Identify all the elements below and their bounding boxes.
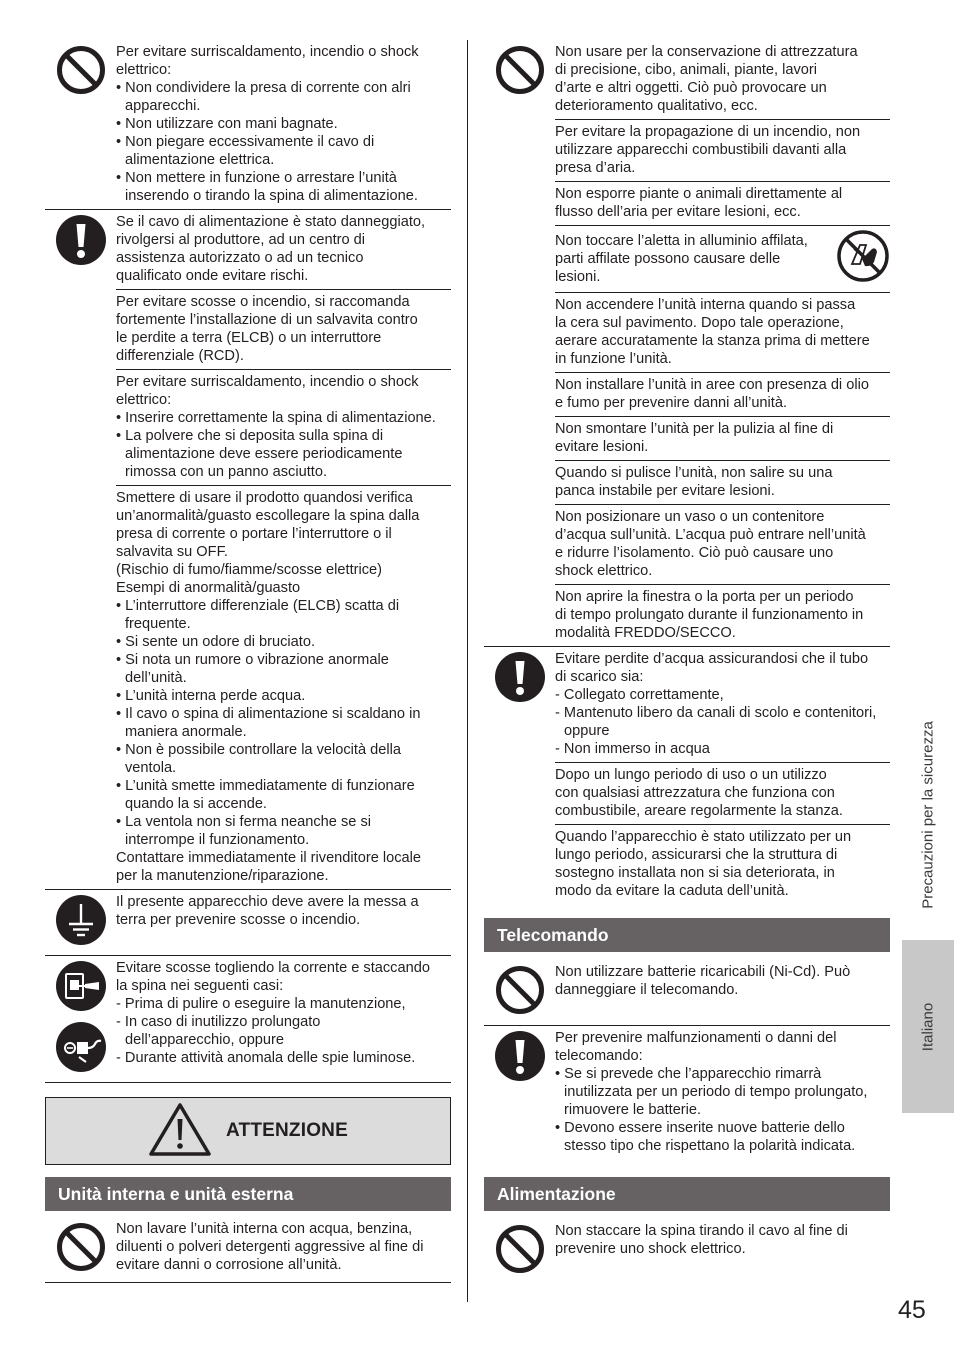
text-line: Non toccare l’aletta in alluminio affilata, [555,232,808,249]
text-line: maniera anormale. [125,724,247,740]
text-line: Non esporre piante o animali direttamente al [555,186,843,202]
text-line: di precisione, cibo, animali, piante, lavori [555,62,818,78]
text-line: in funzione l’unità. [555,351,672,367]
warning-item [555,1026,890,1159]
text-line: Se il cavo di alimentazione è stato danneggiato, [116,214,426,230]
text-line: apparecchi. [125,98,201,114]
text-line: fortemente l’installazione di un salvavita contro [116,312,418,328]
warning-group [45,40,451,210]
prohibition-icon [494,44,546,96]
text-line: Per prevenire malfunzionamenti o danni del [555,1030,837,1046]
warning-items [555,960,890,1025]
warning-group [45,890,451,956]
text-line: Dopo un lungo periodo di uso o un utilizzo [555,767,827,783]
warning-items [116,890,451,955]
mandatory-action-icon [55,214,107,266]
indoor-outdoor-group [45,1217,451,1283]
text-line: • L’unità smette immediatamente di funzionare [116,778,415,794]
text-line: • Non utilizzare con mani bagnate. [116,116,338,132]
right-sections [484,904,890,1284]
text-line: stesso tipo che rispettano la polarità indicata. [564,1138,856,1154]
text-line: • Non è possibile controllare la velocità della [116,742,401,758]
warning-item [555,1219,890,1262]
warning-group [484,1219,890,1284]
text-line: Quando l’apparecchio è stato utilizzato per un [555,829,852,845]
text-line: frequente. [125,616,191,632]
text-line: con qualsiasi attrezzatura che funziona con [555,785,835,801]
warning-group-icons [484,1026,555,1159]
text-line: sostegno installata non si sia deteriorata, in [555,865,835,881]
warning-group [45,1217,451,1283]
left-column [45,40,451,1283]
warning-item [555,181,890,225]
text-line: - Mantenuto libero da canali di scolo e contenitori, [555,705,877,721]
text-line: rivolgersi al produttore, ad un centro di [116,232,366,248]
prohibition-icon [494,1223,546,1275]
mandatory-action-icon [494,651,546,703]
text-line: prevenire uno shock elettrico. [555,1241,746,1257]
warning-group-icons [484,40,555,646]
text-line: Evitare perdite d’acqua assicurandosi che il tubo [555,651,869,667]
text-line: evitare danni o corrosione all’unità. [116,1257,342,1273]
warning-items [116,1217,451,1282]
text-line: dell’apparecchio, oppure [125,1032,285,1048]
text-line: Contattare immediatamente il rivenditore locale [116,850,421,866]
text-line: Non posizionare un vaso o un contenitore [555,509,825,525]
text-line: Non installare l’unità in aree con presenza di olio [555,377,869,393]
warning-item [555,416,890,460]
text-line: - Collegato correttamente, [555,687,724,703]
warning-item [116,369,451,485]
warning-group [484,40,890,647]
warning-group [45,210,451,890]
text-line: • Devono essere inserite nuove batterie dello [555,1120,845,1136]
ground-earth-icon [55,894,107,946]
text-line: Non lavare l’unità interna con acqua, benzina, [116,1221,413,1237]
warning-group [45,956,451,1083]
text-line: Il presente apparecchio deve avere la messa a [116,894,419,910]
text-line: • Inserire correttamente la spina di alimentazione. [116,410,436,426]
text-line: • Si nota un rumore o vibrazione anormale [116,652,389,668]
text-line: inserendo o tirando la spina di alimentazione. [125,188,418,204]
unplug-from-outlet-icon [55,960,107,1012]
section-header: Alimentazione [484,1177,890,1211]
text-line: • Non mettere in funzione o arrestare l’unità [116,170,397,186]
warning-items [555,1026,890,1159]
text-line: quando la si accende. [125,796,267,812]
text-line: elettrico: [116,62,172,78]
text-line: e ridurre l’isolamento. Ciò può causare uno [555,545,834,561]
right-column [484,40,890,1284]
warning-item [555,960,890,1003]
text-line: d’arte e altri oggetti. Ciò può provocare un [555,80,827,96]
text-line: oppure [564,723,610,739]
warning-items [116,956,451,1082]
text-line: - Durante attività anomala delle spie luminose. [116,1050,416,1066]
text-line: Per evitare la propagazione di un incendio, non [555,124,861,140]
text-line: per la manutenzione/riparazione. [116,868,329,884]
text-line: danneggiare il telecomando. [555,982,739,998]
text-line: • La polvere che si deposita sulla spina di [116,428,384,444]
text-line: Non accendere l’unità interna quando si passa [555,297,856,313]
text-line: le perdite a terra (ELCB) o un interruttore [116,330,382,346]
text-line: Quando si pulisce l’unità, non salire su una [555,465,833,481]
text-line: utilizzare apparecchi combustibili davanti alla [555,142,847,158]
text-line: Per evitare surriscaldamento, incendio o shock [116,374,419,390]
text-line: Non smontare l’unità per la pulizia al fine di [555,421,834,437]
page-number: 45 [898,1296,926,1324]
text-line: • Se si prevede che l’apparecchio rimarrà [555,1066,822,1082]
warning-item [555,824,890,904]
warning-item [116,890,451,933]
text-line: presa d’aria. [555,160,636,176]
warning-item [555,762,890,824]
text-line: Non aprire la finestra o la porta per un periodo [555,589,854,605]
warning-item [116,40,451,209]
warning-items [555,647,890,904]
text-line: d’acqua sull’unità. L’acqua può entrare nell’unità [555,527,866,543]
warning-item [555,460,890,504]
text-line: evitare lesioni. [555,439,649,455]
text-line: panca instabile per evitare lesioni. [555,483,775,499]
text-line: un’anormalità/guasto escollegare la spina dalla [116,508,420,524]
text-line: - Prima di pulire o eseguire la manutenzione, [116,996,406,1012]
text-line: • L’unità interna perde acqua. [116,688,306,704]
text-line: alimentazione elettrica. [125,152,275,168]
warning-group-icons [45,40,116,209]
warning-group-icons [45,890,116,955]
warning-item [555,225,890,292]
warning-item [116,1217,451,1278]
side-tab-section [902,690,954,940]
warning-item [555,372,890,416]
warning-group-icons [45,1217,116,1282]
text-line: interrompe il funzionamento. [125,832,310,848]
section-header: Telecomando [484,918,890,952]
text-line: flusso dell’aria per evitare lesioni, ecc. [555,204,801,220]
warning-item [555,119,890,181]
text-line: Esempi di anormalità/guasto [116,580,301,596]
text-line: lesioni. [555,268,601,285]
warning-items [116,40,451,209]
text-line: • Non condividere la presa di corrente con alri [116,80,411,96]
text-line: Evitare scosse togliendo la corrente e staccando [116,960,430,976]
text-line: differenziale (RCD). [116,348,244,364]
column-divider [467,40,468,1302]
warning-items [555,1219,890,1284]
warning-item-text [555,232,836,286]
warning-item [116,289,451,369]
text-line: • L’interruttore differenziale (ELCB) scatta di [116,598,400,614]
side-tab-language-label: Italiano [919,1002,937,1051]
warning-item [555,40,890,119]
text-line: telecomando: [555,1048,643,1064]
text-line: • La ventola non si ferma neanche se si [116,814,371,830]
text-line: (Rischio di fumo/fiamme/scosse elettrice) [116,562,383,578]
text-line: parti affilate possono causare delle [555,250,781,267]
side-tab-language [902,940,954,1113]
text-line: modo da evitare la caduta dell’unità. [555,883,789,899]
warning-item [116,485,451,889]
warning-item [555,504,890,584]
text-line: Non usare per la conservazione di attrezzatura [555,44,858,60]
text-line: qualificato onde evitare rischi. [116,268,309,284]
mandatory-action-icon [494,1030,546,1082]
caution-banner [45,1097,451,1165]
text-line: salvavita su OFF. [116,544,228,560]
text-line: la spina nei seguenti casi: [116,978,284,994]
text-line: - In caso di inutilizzo prolungato [116,1014,321,1030]
text-line: • Non piegare eccessivamente il cavo di [116,134,375,150]
text-line: combustibile, areare regolarmente la stanza. [555,803,843,819]
text-line: - Non immerso in acqua [555,741,710,757]
text-line: presa di corrente o portare l’interruttore o il [116,526,392,542]
prohibition-icon [494,964,546,1016]
text-line: modalità FREDDO/SECCO. [555,625,736,641]
warning-item [555,292,890,372]
text-line: terra per prevenire scosse o incendio. [116,912,361,928]
text-line: aerare accuratamente la stanza prima di mettere [555,333,870,349]
warning-triangle-icon [148,1101,212,1162]
warning-items [116,210,451,889]
text-line: ventola. [125,760,177,776]
warning-item [116,956,451,1071]
warning-item [555,584,890,646]
text-line: e fumo per prevenire danni all’unità. [555,395,788,411]
prohibition-icon [55,1221,107,1273]
text-line: Per evitare scosse o incendio, si raccomanda [116,294,410,310]
left-warning-groups [45,40,451,1083]
text-line: • Il cavo o spina di alimentazione si scaldano in [116,706,421,722]
unplug-cord-icon [55,1021,107,1073]
text-line: assistenza autorizzato o ad un tecnico [116,250,364,266]
warning-group-icons [484,960,555,1025]
text-line: inutilizzata per un periodo di tempo prolungato, [564,1084,868,1100]
text-line: shock elettrico. [555,563,653,579]
text-line: • Si sente un odore di bruciato. [116,634,316,650]
warning-items [555,40,890,646]
text-line: rimuovere le batterie. [564,1102,702,1118]
warning-group [484,1026,890,1159]
warning-group-icons [45,956,116,1082]
text-line: di scarico sia: [555,669,644,685]
text-line: Non utilizzare batterie ricaricabili (Ni-Cd). Può [555,964,851,980]
warning-group-icons [484,1219,555,1284]
side-tab-section-label: Precauzioni per la sicurezza [919,721,937,909]
warning-group [484,647,890,904]
warning-group [484,960,890,1026]
text-line: elettrico: [116,392,172,408]
warning-group-icons [45,210,116,889]
text-line: lungo periodo, assicurarsi che la struttura di [555,847,838,863]
text-line: deterioramento qualitativo, ecc. [555,98,758,114]
right-warning-groups [484,40,890,904]
prohibition-icon [55,44,107,96]
section-header-indoor-outdoor: Unità interna e unità esterna [45,1177,451,1211]
no-touch-sharp-fin-icon [836,229,890,288]
text-line: di tempo prolungato durante il funzionamento in [555,607,864,623]
text-line: dell’unità. [125,670,187,686]
text-line: diluenti o polveri detergenti aggressive al fine di [116,1239,424,1255]
text-line: Smettere di usare il prodotto quandosi verifica [116,490,413,506]
text-line: Per evitare surriscaldamento, incendio o shock [116,44,419,60]
text-line: rimossa con un panno asciutto. [125,464,327,480]
text-line: la cera sul pavimento. Dopo tale operazione, [555,315,844,331]
text-line: alimentazione deve essere periodicamente [125,446,403,462]
warning-item [116,210,451,289]
text-line: Non staccare la spina tirando il cavo al fine di [555,1223,848,1239]
warning-group-icons [484,647,555,904]
caution-title: ATTENZIONE [226,1120,348,1141]
warning-item [555,647,890,762]
